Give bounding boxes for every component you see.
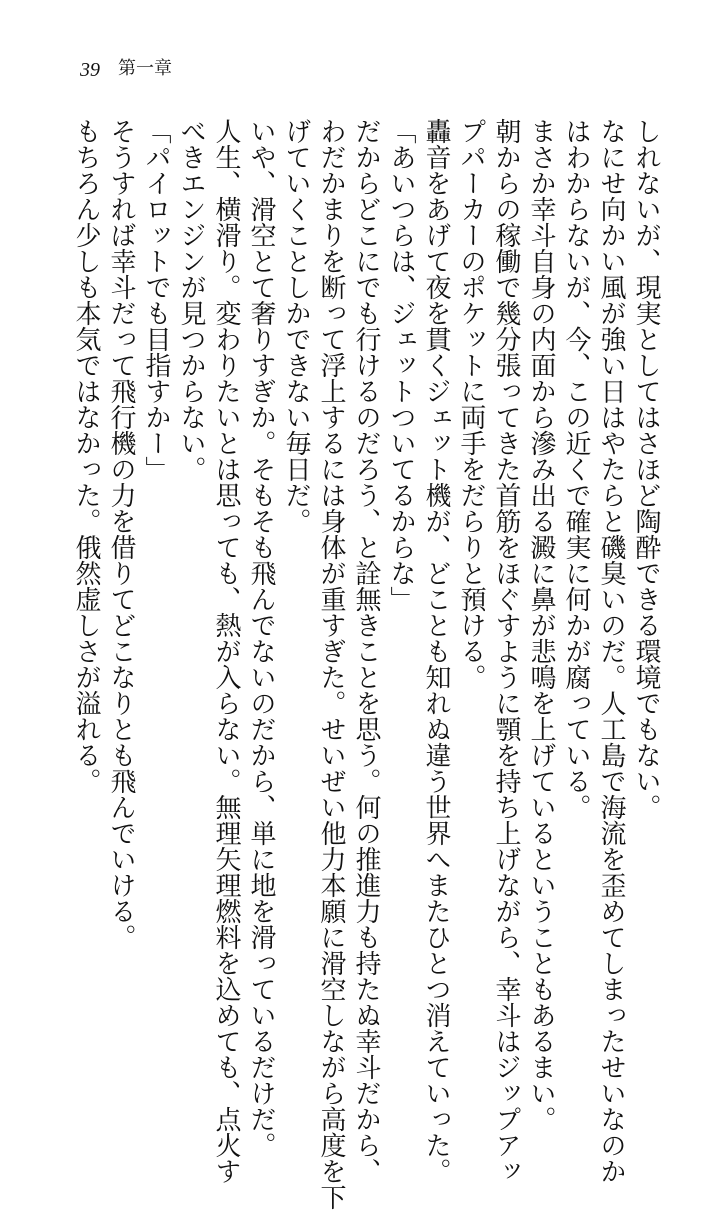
text-line: しれないが、現実としてはさほど陶酔できる環境でもない。 <box>631 118 661 820</box>
text-line: 朝からの稼働で幾分張ってきた首筋をほぐすように顎を持ち上げながら、幸斗はジップアッ <box>491 118 521 1184</box>
text-line: もちろん少しも本気ではなかった。俄然虚しさが溢れる。 <box>71 118 101 794</box>
text-line: いや、滑空とて奢りすぎか。そもそも飛んでないのだから、単に地を滑っているだけだ。 <box>246 118 276 1158</box>
text-line: はわからないが、今、この近くで確実に何かが腐っている。 <box>561 118 591 820</box>
text-line: そうすれば幸斗だって飛行機の力を借りてどこなりとも飛んでいける。 <box>106 118 136 950</box>
text-line: げていくことしかできない毎日だ。 <box>281 118 311 534</box>
text-line: だからどこにでも行けるのだろう、と詮無きことを思う。何の推進力も持たぬ幸斗だから、 <box>351 118 381 1184</box>
text-line: 「パイロットでも目指すかー」 <box>141 118 171 482</box>
text-line: べきエンジンが見つからない。 <box>176 118 206 482</box>
text-line: わだかまりを断って浮上するには身体が重すぎた。せいぜい他力本願に滑空しながら高度を下 <box>316 118 346 1210</box>
text-line: なにせ向かい風が強い日はやたらと磯臭いのだ。人工島で海流を歪めてしまったせいなのか <box>596 118 626 1184</box>
page-number: 39 <box>80 59 100 81</box>
chapter-title: 第一章 <box>118 58 172 79</box>
text-line: まさか幸斗自身の内面から滲み出る澱に鼻が悲鳴を上げているということもあるまい。 <box>526 118 556 1132</box>
text-line: 人生、横滑り。変わりたいとは思っても、熱が入らない。無理矢理燃料を込めても、点火す <box>211 118 241 1184</box>
text-line: 轟音をあげて夜を貫くジェット機が、どことも知れぬ違う世界へまたひとつ消えていった。 <box>421 118 451 1184</box>
text-line: プパーカーのポケットに両手をだらりと預ける。 <box>456 118 486 690</box>
body-text <box>68 118 663 1210</box>
text-line: 「あいつらは、ジェットついてるからな」 <box>386 118 416 612</box>
